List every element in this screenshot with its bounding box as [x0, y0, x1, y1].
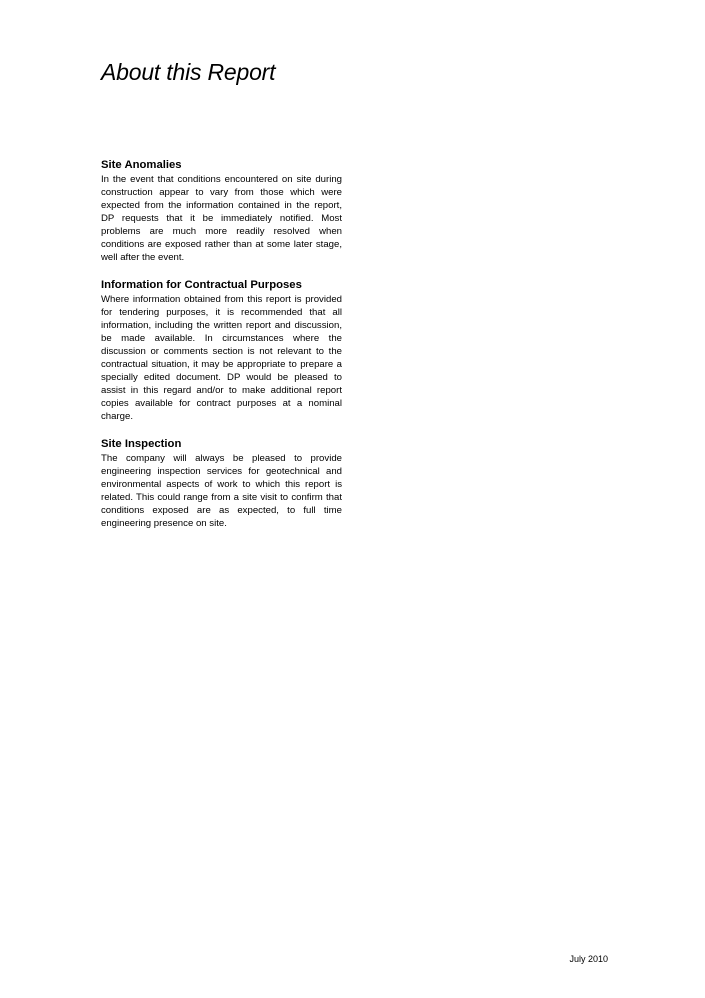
section-body: In the event that conditions encountered on site during construction appear to vary from those which were expected from the information contained in the report, DP requests that it be immediately notified. Most problems are much more readily resolved when conditions are exposed rather than at some later stage, well after the event.	[101, 174, 342, 263]
section-heading: Information for Contractual Purposes	[101, 279, 302, 291]
section-site-anomalies	[101, 158, 342, 264]
footer-date: July 2010	[569, 954, 608, 964]
section-site-inspection	[101, 437, 342, 530]
section-heading: Site Inspection	[101, 438, 182, 450]
section-body: The company will always be pleased to provide engineering inspection services for geotechnical and environmental aspects of work to which this report is related. This could range from a site visit to confirm that conditions exposed are as expected, to full time engineering presence on site.	[101, 453, 342, 529]
section-heading: Site Anomalies	[101, 159, 182, 171]
section-body: Where information obtained from this report is provided for tendering purposes, it is recommended that all information, including the written report and discussion, be made available. In circumstances where the discussion or comments section is not relevant to the contractual situation, it may be appropriate to prepare a specially edited document. DP would be pleased to assist in this regard and/or to make additional report copies available for contract purposes at a nominal charge.	[101, 294, 342, 422]
section-information-for-contractual-purposes	[101, 278, 342, 423]
report-text-column	[101, 158, 342, 544]
page-title: About this Report	[101, 59, 276, 85]
